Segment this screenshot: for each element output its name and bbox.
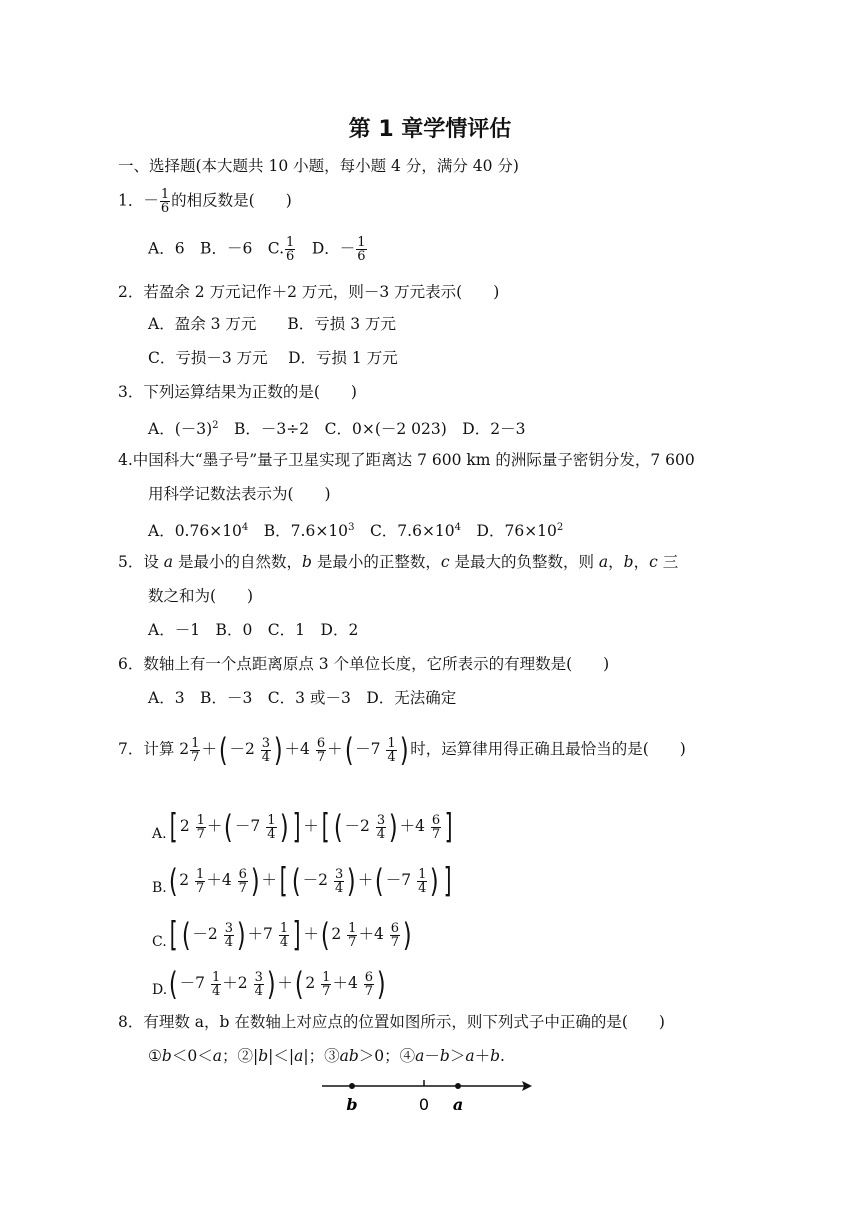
question-6-options: A．3 B．－3 C．3 或－3 D．无法确定	[148, 689, 457, 707]
point-a	[455, 1083, 461, 1089]
fraction: $\frac{1}{6}$	[357, 235, 366, 264]
question-1-options: A．6 B．－6 C. $\frac{1}{6}$ D．－ $\frac{1}{6}$	[148, 235, 366, 264]
question-3-options: A．$(-3)^2$ B．－3÷2 C．0×(－2 023) D．2－3	[148, 420, 526, 439]
question-8: 8．有理数 a，b 在数轴上对应点的位置如图所示，则下列式子中正确的是( )	[118, 1013, 665, 1031]
axis-label-b: b	[346, 1095, 358, 1114]
question-3: 3．下列运算结果为正数的是( )	[118, 383, 357, 401]
fraction: $\frac{1}{6}$	[160, 187, 170, 216]
fraction: $\frac{1}{6}$	[286, 235, 295, 264]
point-b	[349, 1083, 355, 1089]
section-heading: 一、选择题(本大题共 10 小题，每小题 4 分，满分 40 分)	[118, 157, 519, 175]
question-2-options-row1: A．盈余 3 万元 B．亏损 3 万元	[148, 315, 397, 333]
question-7-option-d: D.( －7 $\frac{1}{4}$ ＋2 $\frac{3}{4}$ ) ＋( 2 $\frac{1}{7}$ ＋4 $\frac{6}{7}$ )	[152, 965, 386, 1003]
question-8-statements: ①b＜0＜a；②|b|＜|a|；③ab＞0；④a－b＞a＋b.	[148, 1047, 505, 1065]
question-5-cont: 数之和为( )	[148, 587, 254, 605]
question-4-cont: 用科学记数法表示为( )	[148, 485, 331, 503]
question-2: 2．若盈余 2 万元记作＋2 万元，则－3 万元表示( )	[118, 283, 500, 301]
question-4: 4.中国科大“墨子号”量子卫星实现了距离达 7 600 km 的洲际量子密钥分发，7 600	[118, 451, 695, 469]
question-7-option-b: B.( 2 $\frac{1}{7}$ ＋4 $\frac{6}{7}$ ) ＋[ ( －2 $\frac{3}{4}$ ) ＋( －7 $\frac{1}{4}$ ) ]	[152, 861, 452, 901]
question-5: 5．设 a 是最小的自然数，b 是最小的正整数，c 是最大的负整数，则 a，b，c 三	[118, 553, 679, 571]
page-title: 第 1 章学情评估	[348, 117, 512, 142]
axis-label-a: a	[452, 1095, 464, 1114]
question-7: 7．计算 2 $\frac{1}{7}$ ＋( －2 $\frac{3}{4}$ ) ＋4 $\frac{6}{7}$ ＋( －7 $\frac{1}{4}$ ) 时，运算律用得正确且最恰当的是( )	[118, 731, 686, 769]
question-2-options-row2: C．亏损－3 万元 D．亏损 1 万元	[148, 349, 398, 367]
question-7-option-a: A.[ 2 $\frac{1}{7}$ ＋( －7 $\frac{1}{4}$ ) ] ＋[ ( －2 $\frac{3}{4}$ ) ＋4 $\frac{6}{7}$ ]	[152, 807, 453, 847]
question-5-options: A．－1 B．0 C．1 D．2	[148, 621, 359, 639]
question-6: 6．数轴上有一个点距离原点 3 个单位长度，它所表示的有理数是( )	[118, 655, 610, 673]
axis-label-0: 0	[418, 1095, 430, 1114]
question-1: 1．－ $\frac{1}{6}$ 的相反数是( )	[118, 187, 292, 216]
question-4-options: A．$0.76\times 10^4$ B．$7.6\times 10^3$ C．$7.6\times 10^4$ D．$76\times 10^2$	[148, 522, 564, 541]
question-7-option-c: C.[ ( －2 $\frac{3}{4}$ ) ＋7 $\frac{1}{4}$ ] ＋( 2 $\frac{1}{7}$ ＋4 $\frac{6}{7}$ )	[152, 915, 412, 955]
